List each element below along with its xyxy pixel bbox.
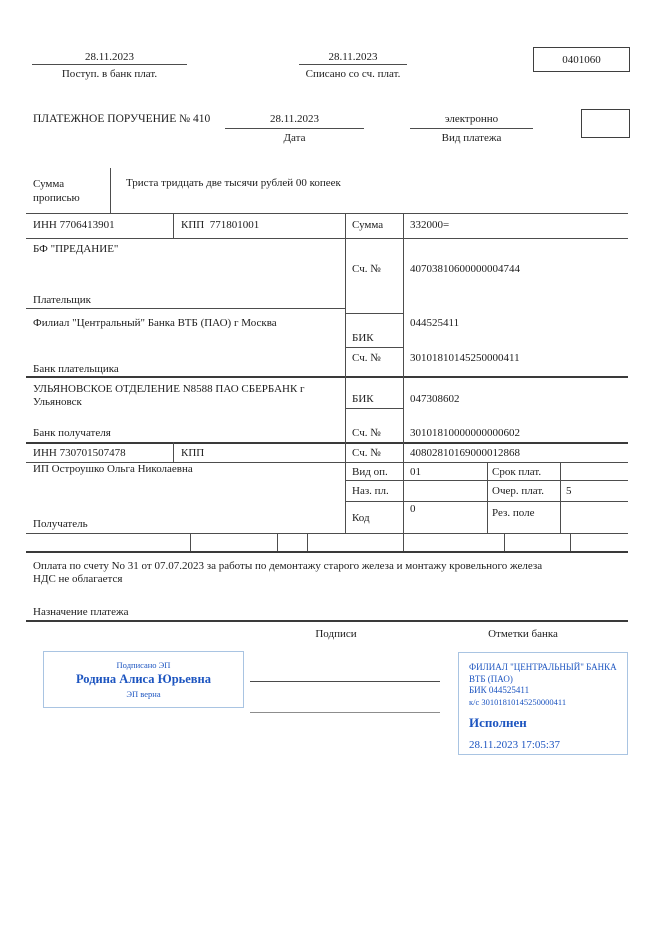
ocher-plat-value: 5 xyxy=(566,485,572,497)
payee-bank-bik: 047308602 xyxy=(410,393,460,405)
payer-bank-account-label: Сч. № xyxy=(352,352,381,364)
received-date: 28.11.2023 xyxy=(84,51,135,63)
purpose-line1: Оплата по счету No 31 от 07.07.2023 за работы по демонтажу старого железа и монтажу кровельного железа xyxy=(33,560,543,572)
rule-h1 xyxy=(26,213,628,214)
debited-date-label: Списано со сч. плат. xyxy=(305,68,401,80)
naz-pl-label: Наз. пл. xyxy=(352,485,389,497)
rule-empty-row xyxy=(26,551,628,553)
payer-bank-bik: 044525411 xyxy=(410,317,460,329)
payer-account-label: Сч. № xyxy=(352,263,381,275)
purpose-line2: НДС не облагается xyxy=(33,573,123,585)
rule-purpose xyxy=(26,620,628,622)
payee-bank-label: Банк получателя xyxy=(33,427,111,439)
esignature-stamp-line1: Подписано ЭП xyxy=(116,660,171,670)
divider-srok-col xyxy=(487,462,488,533)
sum-label: Сумма xyxy=(352,219,384,231)
amount-words-divider xyxy=(110,168,111,213)
vid-op-value: 01 xyxy=(410,466,421,478)
debited-date: 28.11.2023 xyxy=(328,51,378,63)
rule-bik1-bottom xyxy=(345,347,403,348)
bank-stamp-line3: БИК 044525411 xyxy=(469,685,530,695)
kod-value: 0 xyxy=(410,503,416,515)
divider-empty-1 xyxy=(190,533,191,551)
divider-kpp-payer xyxy=(173,213,174,238)
debited-date-rule xyxy=(299,64,407,65)
rule-bik1-top xyxy=(345,313,403,314)
divider-value-col xyxy=(403,213,404,533)
kod-label: Код xyxy=(352,512,370,524)
divider-empty-2 xyxy=(277,533,278,551)
payee-name: ИП Остроушко Ольга Николаевна xyxy=(33,463,193,475)
divider-empty-3 xyxy=(307,533,308,551)
rule-bik2-bottom xyxy=(345,408,403,409)
payee-label: Получатель xyxy=(33,518,88,530)
rule-payer-label xyxy=(26,308,345,309)
payer-bank-account: 30101810145250000411 xyxy=(410,352,520,364)
payment-kind-rule xyxy=(410,128,533,129)
rez-pole-label: Рез. поле xyxy=(492,507,535,519)
document-date: 28.11.2023 xyxy=(269,113,320,125)
ocher-plat-label: Очер. плат. xyxy=(492,485,545,497)
payer-bank-bik-label: БИК xyxy=(352,332,374,344)
payee-bank-bik-label: БИК xyxy=(352,393,374,405)
payee-inn: ИНН 730701507478 xyxy=(33,447,126,459)
esignature-stamp-name: Родина Алиса Юрьевна xyxy=(75,672,212,686)
document-title: ПЛАТЕЖНОЕ ПОРУЧЕНИЕ № 410 xyxy=(33,113,211,125)
payee-kpp: КПП xyxy=(181,447,205,459)
document-date-rule xyxy=(225,128,364,129)
divider-kpp-payee xyxy=(173,442,174,462)
bank-marks-header: Отметки банка xyxy=(488,628,558,640)
payee-bank-account-label: Сч. № xyxy=(352,427,381,439)
signatures-header: Подписи xyxy=(315,628,357,640)
payment-kind-label: Вид платежа xyxy=(441,132,502,144)
payment-kind-box xyxy=(581,109,630,138)
signature-line-2 xyxy=(250,712,440,713)
divider-empty-6 xyxy=(570,533,571,551)
bank-stamp-line2: ВТБ (ПАО) xyxy=(469,673,513,684)
received-date-label: Поступ. в банк плат. xyxy=(61,68,158,80)
sum-value: 332000= xyxy=(410,219,450,231)
amount-in-words: Триста тридцать две тысячи рублей 00 копеек xyxy=(126,177,341,189)
payer-label: Плательщик xyxy=(33,294,91,306)
divider-empty-5 xyxy=(504,533,505,551)
divider-label-col xyxy=(345,213,346,533)
signature-line-1 xyxy=(250,681,440,682)
divider-empty-4 xyxy=(403,533,404,551)
bank-stamp xyxy=(458,652,628,755)
document-date-label: Дата xyxy=(283,132,306,144)
payee-account: 40802810169000012868 xyxy=(410,447,520,459)
vid-op-label: Вид оп. xyxy=(352,466,388,478)
esignature-stamp-line3: ЭП верна xyxy=(126,689,161,699)
bank-stamp-line1: ФИЛИАЛ "ЦЕНТРАЛЬНЫЙ" БАНКА xyxy=(469,662,617,672)
rule-payee-label xyxy=(26,533,628,534)
rule-payee-bank xyxy=(26,442,628,444)
srok-plat-label: Срок плат. xyxy=(492,466,542,478)
form-code: 0401060 xyxy=(562,53,601,66)
payer-kpp: КПП 771801001 xyxy=(181,219,260,231)
payee-bank-account: 30101810000000000602 xyxy=(410,427,520,439)
payee-account-label: Сч. № xyxy=(352,447,381,459)
payer-name: БФ "ПРЕДАНИЕ" xyxy=(33,243,119,255)
amount-in-words-label: Сумма прописью xyxy=(33,178,80,204)
purpose-label: Назначение платежа xyxy=(33,606,129,618)
payee-bank-name: УЛЬЯНОВСКОЕ ОТДЕЛЕНИЕ N8588 ПАО СБЕРБАНК г Ульяновск xyxy=(33,383,305,408)
divider-srok-value-col xyxy=(560,462,561,533)
form-code-box xyxy=(533,47,630,72)
payment-kind: электронно xyxy=(444,113,499,125)
payer-bank-name: Филиал "Центральный" Банка ВТБ (ПАО) г Москва xyxy=(33,317,277,329)
rule-h2 xyxy=(26,238,628,239)
received-date-rule xyxy=(32,64,187,65)
bank-stamp-status: Исполнен xyxy=(469,715,527,730)
payer-bank-label: Банк плательщика xyxy=(33,363,119,375)
rule-payer-bank xyxy=(26,376,628,378)
esignature-stamp xyxy=(43,651,244,708)
payer-inn: ИНН 7706413901 xyxy=(33,219,115,231)
payer-account: 40703810600000004744 xyxy=(410,263,520,275)
bank-stamp-datetime: 28.11.2023 17:05:37 xyxy=(469,739,560,751)
bank-stamp-line4: к/с 30101810145250000411 xyxy=(469,696,567,707)
